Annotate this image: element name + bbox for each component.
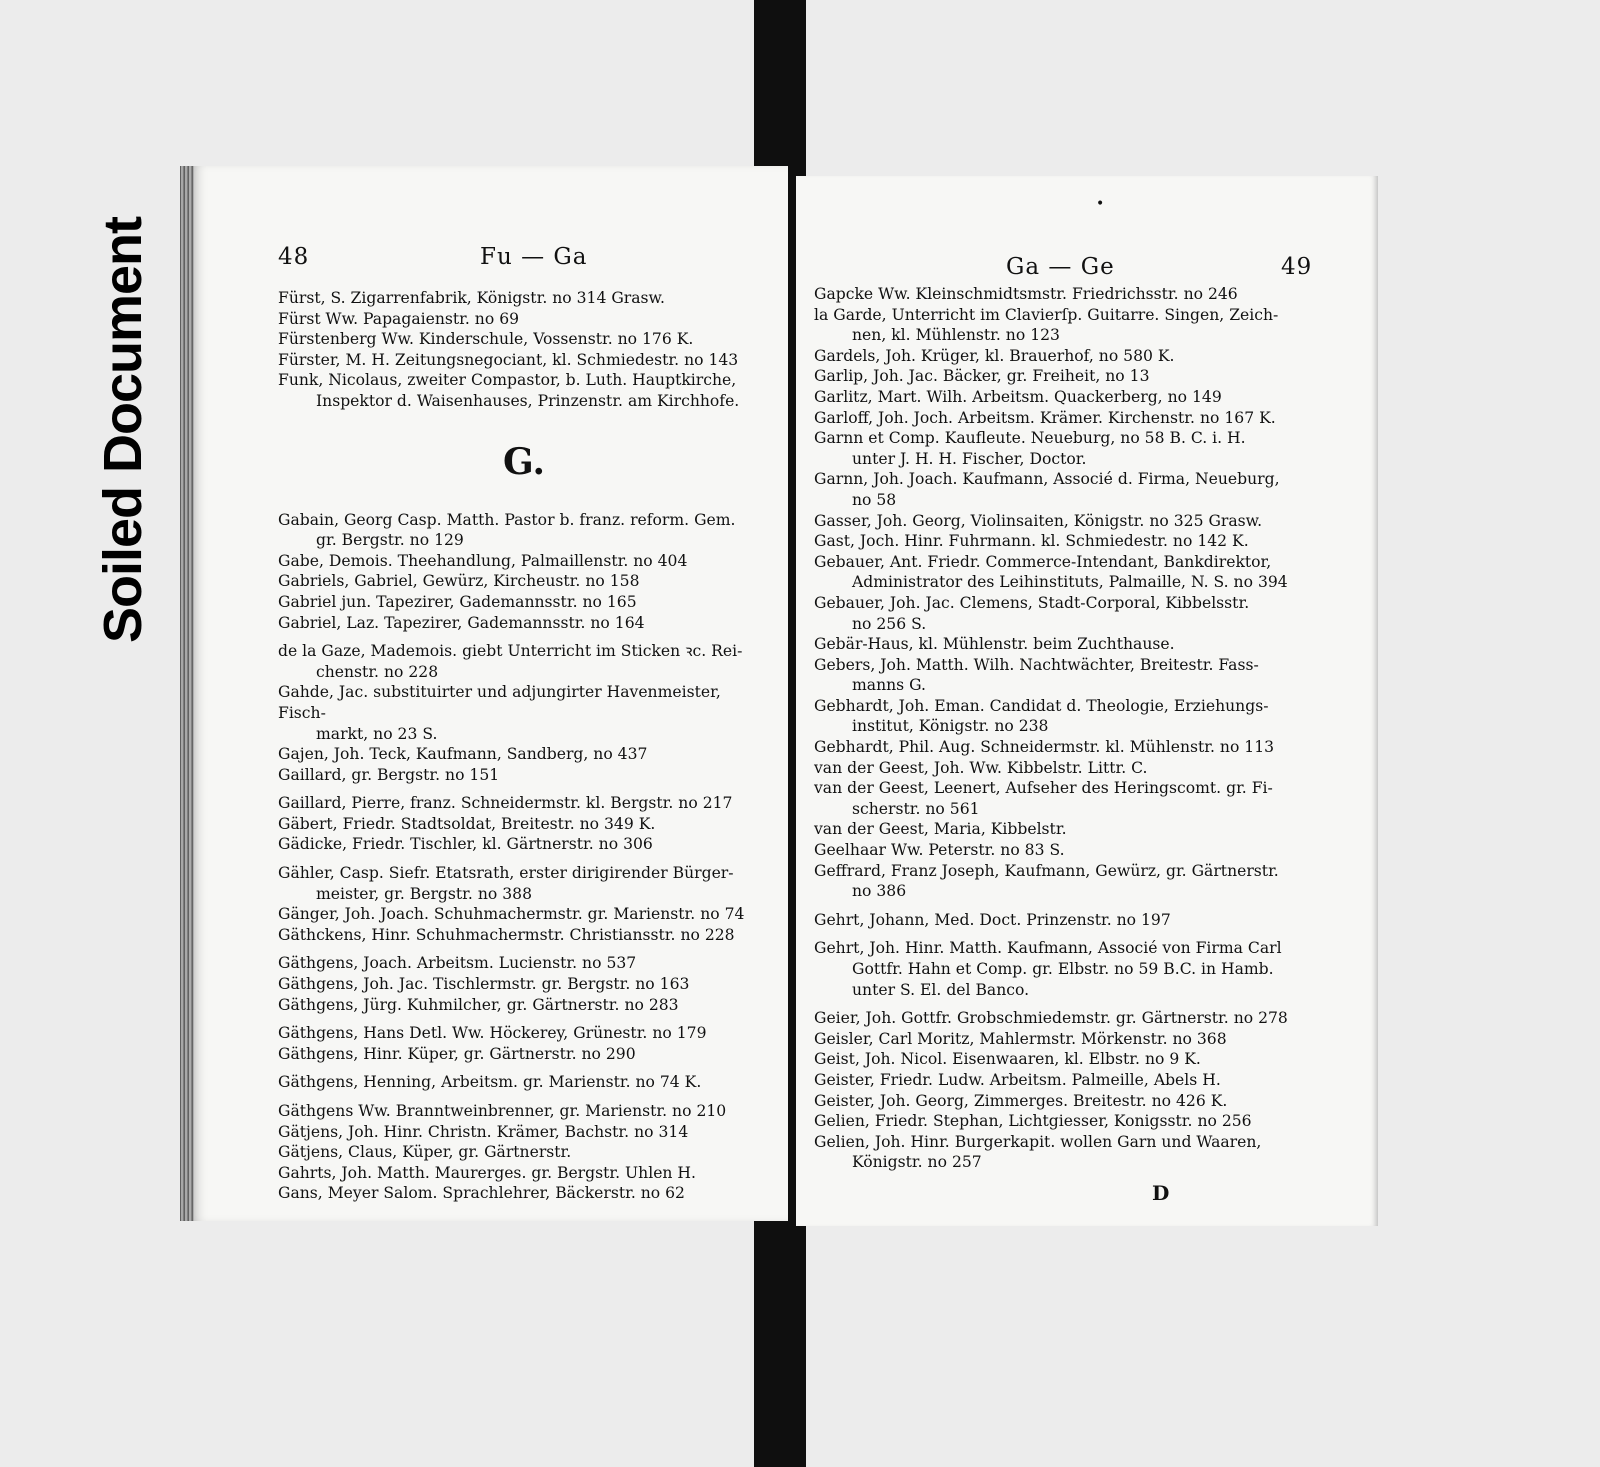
entry-line: Gäbert, Friedr. Stadtsoldat, Breitestr. no 349 K. [278,814,656,833]
entry-line: Gänger, Joh. Joach. Schuhmachermstr. gr. Marienstr. no 74 [278,905,745,924]
entry-line: van der Geest, Maria, Kibbelstr. [814,820,1067,839]
directory-entry [814,284,1312,305]
entry-line: van der Geest, Joh. Ww. Kibbelstr. Littr. C. [814,758,1148,777]
ink-dot: • [1096,196,1105,212]
directory-entry [278,1072,773,1093]
entry-line: Gaillard, Pierre, franz. Schneidermstr. kl. Bergstr. no 217 [278,794,733,813]
right-page [796,176,1378,1226]
directory-entry [814,737,1312,758]
entry-continuation-line: Administrator des Leihinstituts, Palmaille, N. S. no 394 [852,573,1288,592]
entry-line: Gätjens, Claus, Küper, gr. Gärtnerstr. [278,1143,572,1162]
right-entries [814,284,1312,1173]
directory-entry [814,305,1312,346]
directory-entry [814,910,1312,931]
entry-line: Gäthgens, Joh. Jac. Tischlermstr. gr. Bergstr. no 163 [278,975,690,994]
entry-continuation-line: no 58 [852,490,897,509]
entry-line: Gäthckens, Hinr. Schuhmachermstr. Christiansstr. no 228 [278,925,735,944]
entry-continuation-line: Königstr. no 257 [852,1153,982,1172]
directory-entry [814,696,1312,737]
directory-entry [278,682,773,744]
directory-entry [814,1029,1312,1050]
entry-line: Fürst Ww. Papagaienstr. no 69 [278,309,520,328]
directory-entry [814,346,1312,367]
left-page-number: 48 [278,244,310,270]
entry-line: Fürster, M. H. Zeitungsnegociant, kl. Schmiedestr. no 143 [278,350,739,369]
entry-line: Geister, Friedr. Ludw. Arbeitsm. Palmeille, Abels H. [814,1070,1221,1089]
entry-continuation-line: manns G. [852,676,926,695]
left-page [180,166,788,1221]
directory-entry [278,641,773,682]
right-page-number: 49 [1281,254,1313,280]
entry-continuation-line: markt, no 23 S. [316,724,438,743]
entry-line: Gehrt, Joh. Hinr. Matth. Kaufmann, Associé von Firma Carl [814,939,1282,958]
entry-line: Fürstenberg Ww. Kinderschule, Vossenstr. no 176 K. [278,330,694,349]
entry-line: Gabriel jun. Tapezirer, Gademannsstr. no 165 [278,592,637,611]
left-entries-before [278,288,773,412]
entry-line: Garloff, Joh. Joch. Arbeitsm. Krämer. Kirchenstr. no 167 K. [814,408,1276,427]
directory-entry [278,329,773,350]
directory-entry [278,1122,773,1143]
directory-entry [814,1091,1312,1112]
directory-entry [814,655,1312,696]
directory-entry [278,613,773,634]
entry-line: Gelien, Friedr. Stephan, Lichtgiesser, Konigsstr. no 256 [814,1112,1252,1131]
entry-line: Gäthgens, Hans Detl. Ww. Höckerey, Grünestr. no 179 [278,1024,707,1043]
directory-entry [814,531,1312,552]
left-entries-after [278,510,773,1204]
directory-entry [814,469,1312,510]
directory-entry [278,904,773,925]
directory-entry [814,938,1312,1000]
entry-continuation-line: Gottfr. Hahn et Comp. gr. Elbstr. no 59 B.C. in Hamb. [852,960,1274,978]
catchword: D [1152,1181,1170,1205]
entry-line: Gebers, Joh. Matth. Wilh. Nachtwächter, Breitestr. Fass- [814,655,1259,674]
entry-line: Gebauer, Ant. Friedr. Commerce-Intendant, Bankdirektor, [814,552,1272,571]
entry-continuation-line: meister, gr. Bergstr. no 388 [316,884,532,903]
directory-entry [278,765,773,786]
directory-entry [278,1023,773,1044]
entry-line: Gast, Joch. Hinr. Fuhrmann. kl. Schmiedestr. no 142 K. [814,532,1249,551]
entry-line: Geister, Joh. Georg, Zimmerges. Breitestr. no 426 K. [814,1091,1228,1110]
entry-line: Geisler, Carl Moritz, Mahlermstr. Mörkenstr. no 368 [814,1029,1227,1048]
directory-entry [278,834,773,855]
directory-entry [278,744,773,765]
directory-entry [814,1070,1312,1091]
directory-entry [814,758,1312,779]
entry-line: Gajen, Joh. Teck, Kaufmann, Sandberg, no 437 [278,745,648,764]
entry-continuation-line: Inspektor d. Waisenhauses, Prinzenstr. am Kirchhofe. [316,391,740,410]
section-letter-heading: G. [503,440,545,483]
entry-line: Gähler, Casp. Siefr. Etatsrath, erster dirigirender Bürger- [278,864,734,883]
directory-entry [814,1132,1312,1173]
entry-line: Funk, Nicolaus, zweiter Compastor, b. Luth. Hauptkirche, [278,371,737,390]
directory-entry [278,925,773,946]
directory-entry [278,288,773,309]
directory-entry [278,309,773,330]
entry-line: Gebhardt, Joh. Eman. Candidat d. Theologie, Erziehungs- [814,696,1269,715]
entry-continuation-line: unter J. H. H. Fischer, Doctor. [852,449,1087,468]
entry-line: Gahde, Jac. substituirter und adjungirter Havenmeister, Fisch- [278,683,721,722]
entry-continuation-line: chenstr. no 228 [316,662,439,681]
entry-continuation-line: gr. Bergstr. no 129 [316,531,464,550]
entry-line: Geist, Joh. Nicol. Eisenwaaren, kl. Elbstr. no 9 K. [814,1050,1201,1069]
entry-line: Gahrts, Joh. Matth. Maurerges. gr. Bergstr. Uhlen H. [278,1163,696,1182]
directory-entry [278,1142,773,1163]
directory-entry [814,1111,1312,1132]
directory-entry [278,863,773,904]
directory-entry [278,370,773,411]
entry-line: Geier, Joh. Gottfr. Grobschmiedemstr. gr. Gärtnerstr. no 278 [814,1009,1288,1028]
directory-entry [814,840,1312,861]
entry-line: van der Geest, Leenert, Aufseher des Heringscomt. gr. Fi- [814,779,1273,798]
directory-entry [278,1101,773,1122]
directory-entry [278,350,773,371]
entry-line: Geffrard, Franz Joseph, Kaufmann, Gewürz, gr. Gärtnerstr. [814,861,1279,880]
entry-line: Gäthgens Ww. Branntweinbrenner, gr. Marienstr. no 210 [278,1102,727,1120]
right-running-head: Ga — Ge [1006,254,1115,280]
entry-line: Gabe, Demois. Theehandlung, Palmaillenstr. no 404 [278,551,688,570]
watermark-label [92,180,154,680]
entry-line: Gelien, Joh. Hinr. Burgerkapit. wollen Garn und Waaren, [814,1132,1262,1151]
directory-entry [814,778,1312,819]
entry-line: Gebhardt, Phil. Aug. Schneidermstr. kl. Mühlenstr. no 113 [814,738,1275,757]
directory-entry [814,1049,1312,1070]
entry-line: Gasser, Joh. Georg, Violinsaiten, Königstr. no 325 Grasw. [814,511,1263,530]
directory-entry [814,819,1312,840]
entry-line: Geelhaar Ww. Peterstr. no 83 S. [814,841,1065,860]
entry-line: Gätjens, Joh. Hinr. Christn. Krämer, Bachstr. no 314 [278,1122,689,1141]
entry-line: Gans, Meyer Salom. Sprachlehrer, Bäckerstr. no 62 [278,1184,685,1203]
directory-entry [814,861,1312,902]
directory-entry [278,953,773,974]
directory-entry [278,974,773,995]
directory-entry [814,387,1312,408]
entry-line: Gapcke Ww. Kleinschmidtsmstr. Friedrichsstr. no 246 [814,285,1238,303]
entry-continuation-line: no 386 [852,882,907,901]
directory-entry [814,366,1312,387]
entry-line: Gäthgens, Joach. Arbeitsm. Lucienstr. no 537 [278,954,637,973]
directory-entry [814,408,1312,429]
directory-entry [278,793,773,814]
directory-entry [814,552,1312,593]
entry-continuation-line: institut, Königstr. no 238 [852,717,1049,736]
entry-line: Garlip, Joh. Jac. Bäcker, gr. Freiheit, no 13 [814,367,1150,386]
entry-line: Gäthgens, Hinr. Küper, gr. Gärtnerstr. no 290 [278,1044,636,1063]
watermark-text: Soiled Document [93,216,154,644]
entry-line: Gebär-Haus, kl. Mühlenstr. beim Zuchthause. [814,635,1175,654]
entry-line: la Garde, Unterricht im Clavierſp. Guitarre. Singen, Zeich- [814,305,1279,324]
entry-line: de la Gaze, Mademois. giebt Unterricht im Sticken ꝛc. Rei- [278,642,743,661]
left-running-head: Fu — Ga [480,244,588,270]
directory-entry [278,1044,773,1065]
entry-line: Gabriel, Laz. Tapezirer, Gademannsstr. no 164 [278,613,645,632]
directory-entry [814,511,1312,532]
entry-line: Gäthgens, Jürg. Kuhmilcher, gr. Gärtnerstr. no 283 [278,995,679,1014]
directory-entry [278,510,773,551]
directory-entry [814,1008,1312,1029]
left-entries [278,288,773,1204]
entry-continuation-line: nen, kl. Mühlenstr. no 123 [852,326,1060,345]
entry-continuation-line: unter S. El. del Banco. [852,980,1030,999]
entry-line: Garlitz, Mart. Wilh. Arbeitsm. Quackerberg, no 149 [814,387,1222,406]
entry-line: Gaillard, gr. Bergstr. no 151 [278,765,500,784]
entry-line: Gabriels, Gabriel, Gewürz, Kircheustr. no 158 [278,572,640,591]
directory-entry [278,995,773,1016]
directory-entry [814,634,1312,655]
entry-line: Fürst, S. Zigarrenfabrik, Königstr. no 314 Grasw. [278,289,666,307]
directory-entry [278,1183,773,1204]
directory-entry [814,593,1312,634]
entry-line: Gabain, Georg Casp. Matth. Pastor b. franz. reform. Gem. [278,510,736,529]
directory-entry [278,814,773,835]
directory-entry [278,551,773,572]
entry-line: Gädicke, Friedr. Tischler, kl. Gärtnerstr. no 306 [278,835,653,854]
entry-line: Gardels, Joh. Krüger, kl. Brauerhof, no 580 K. [814,346,1175,365]
directory-entry [278,592,773,613]
entry-line: Gehrt, Johann, Med. Doct. Prinzenstr. no 197 [814,910,1171,929]
directory-entry [814,428,1312,469]
directory-entry [278,1163,773,1184]
entry-line: Gäthgens, Henning, Arbeitsm. gr. Marienstr. no 74 K. [278,1073,702,1092]
entry-line: Garnn et Comp. Kaufleute. Neueburg, no 58 B. C. i. H. [814,429,1246,448]
entry-line: Gebauer, Joh. Jac. Clemens, Stadt-Corporal, Kibbelsstr. [814,593,1250,612]
entry-line: Garnn, Joh. Joach. Kaufmann, Associé d. Firma, Neueburg, [814,470,1280,489]
directory-entry [278,571,773,592]
entry-continuation-line: scherstr. no 561 [852,799,980,818]
entry-continuation-line: no 256 S. [852,614,927,633]
